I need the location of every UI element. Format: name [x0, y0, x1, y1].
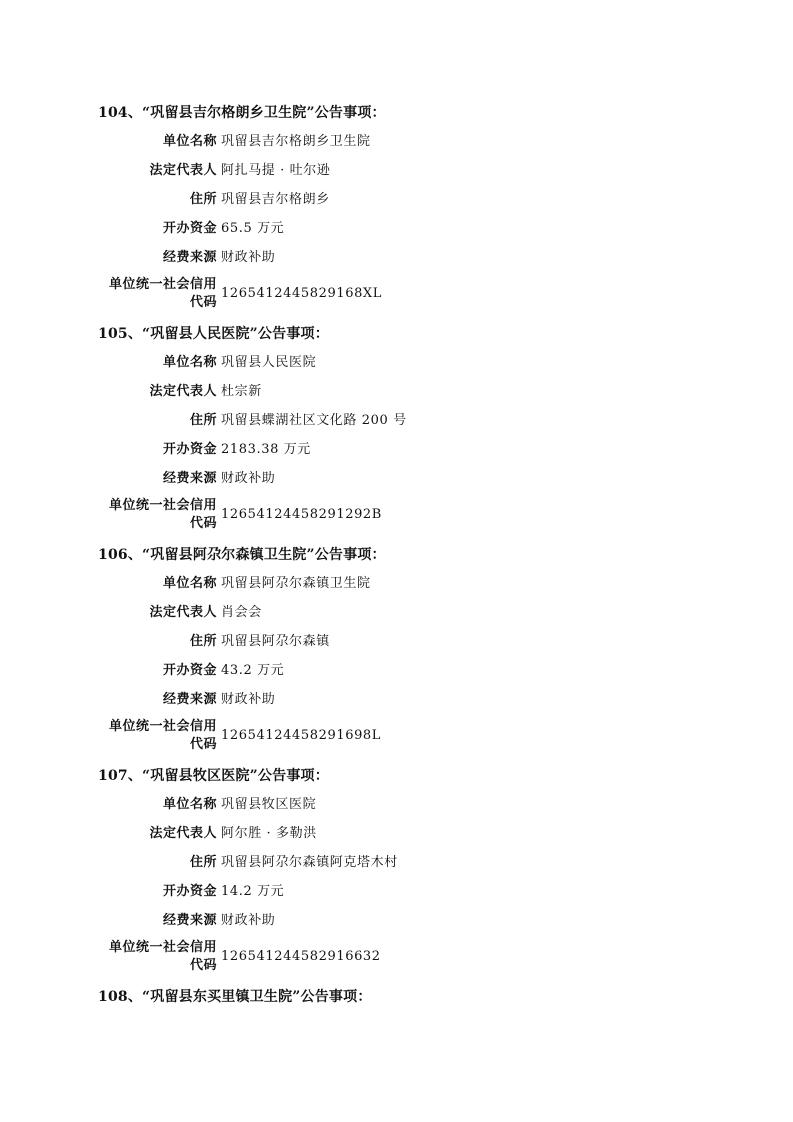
row-name — [0, 354, 793, 372]
value-credit-code: 126541244582916632 — [221, 949, 381, 964]
row-capital — [0, 441, 793, 459]
label-funding: 经费来源 — [162, 913, 217, 928]
value-name: 巩留县阿尕尔森镇卫生院 — [221, 576, 371, 591]
entry-heading: 108、“巩留县东买里镇卫生院”公告事项： — [98, 989, 372, 1005]
value-credit-code: 12654124458291292B — [221, 507, 382, 522]
label-credit-code-line2: 代码 — [189, 958, 217, 973]
value-capital: 43.2 万元 — [221, 663, 285, 678]
label-name: 单位名称 — [162, 576, 217, 591]
value-name: 巩留县牧区医院 — [221, 797, 317, 812]
value-name: 巩留县吉尔格朗乡卫生院 — [221, 134, 371, 149]
value-address: 巩留县吉尔格朗乡 — [221, 192, 330, 207]
entry-heading: 107、“巩留县牧区医院”公告事项： — [98, 768, 329, 784]
label-capital: 开办资金 — [162, 663, 217, 678]
label-credit-code-line1: 单位统一社会信用 — [108, 498, 217, 513]
value-funding: 财政补助 — [221, 250, 276, 265]
label-address: 住所 — [189, 413, 217, 428]
label-credit-code-line1: 单位统一社会信用 — [108, 940, 217, 955]
label-address: 住所 — [189, 634, 217, 649]
row-capital — [0, 883, 793, 901]
label-credit-code-line2: 代码 — [189, 516, 217, 531]
row-credit-code — [0, 939, 793, 975]
row-funding — [0, 691, 793, 709]
row-name — [0, 133, 793, 151]
label-address: 住所 — [189, 855, 217, 870]
value-legal-rep: 肖会会 — [221, 605, 262, 620]
entry-heading: 104、“巩留县吉尔格朗乡卫生院”公告事项： — [98, 105, 386, 121]
row-address — [0, 412, 793, 430]
row-funding — [0, 912, 793, 930]
value-credit-code: 12654124458291698L — [221, 728, 382, 743]
label-name: 单位名称 — [162, 134, 217, 149]
label-address: 住所 — [189, 192, 217, 207]
row-capital — [0, 662, 793, 680]
value-capital: 65.5 万元 — [221, 221, 285, 236]
value-address: 巩留县阿尕尔森镇阿克塔木村 — [221, 855, 398, 870]
value-capital: 2183.38 万元 — [221, 442, 311, 457]
row-address — [0, 854, 793, 872]
row-name — [0, 796, 793, 814]
label-credit-code — [87, 939, 217, 975]
value-funding: 财政补助 — [221, 471, 276, 486]
label-legal-rep: 法定代表人 — [149, 384, 217, 399]
label-funding: 经费来源 — [162, 471, 217, 486]
value-legal-rep: 杜宗新 — [221, 384, 262, 399]
row-funding — [0, 470, 793, 488]
row-credit-code — [0, 718, 793, 754]
label-credit-code — [87, 276, 217, 312]
row-capital — [0, 220, 793, 238]
label-credit-code-line1: 单位统一社会信用 — [108, 277, 217, 292]
label-funding: 经费来源 — [162, 250, 217, 265]
entry-heading: 106、“巩留县阿尕尔森镇卫生院”公告事项： — [98, 547, 386, 563]
value-name: 巩留县人民医院 — [221, 355, 317, 370]
value-credit-code: 1265412445829168XL — [221, 286, 383, 301]
value-address: 巩留县阿尕尔森镇 — [221, 634, 330, 649]
row-funding — [0, 249, 793, 267]
value-legal-rep: 阿尔胜 · 多勒洪 — [221, 826, 317, 841]
row-legal-rep — [0, 162, 793, 180]
label-credit-code — [87, 718, 217, 754]
label-name: 单位名称 — [162, 355, 217, 370]
entry-heading: 105、“巩留县人民医院”公告事项： — [98, 326, 329, 342]
label-credit-code-line2: 代码 — [189, 737, 217, 752]
label-credit-code — [87, 497, 217, 533]
value-funding: 财政补助 — [221, 913, 276, 928]
value-legal-rep: 阿扎马提 · 吐尔逊 — [221, 163, 331, 178]
row-legal-rep — [0, 604, 793, 622]
row-address — [0, 633, 793, 651]
label-legal-rep: 法定代表人 — [149, 826, 217, 841]
label-legal-rep: 法定代表人 — [149, 605, 217, 620]
value-address: 巩留县蝶湖社区文化路 200 号 — [221, 413, 407, 428]
row-credit-code — [0, 497, 793, 533]
row-address — [0, 191, 793, 209]
label-capital: 开办资金 — [162, 884, 217, 899]
label-legal-rep: 法定代表人 — [149, 163, 217, 178]
row-credit-code — [0, 276, 793, 312]
label-name: 单位名称 — [162, 797, 217, 812]
label-funding: 经费来源 — [162, 692, 217, 707]
label-capital: 开办资金 — [162, 221, 217, 236]
value-funding: 财政补助 — [221, 692, 276, 707]
row-legal-rep — [0, 825, 793, 843]
row-legal-rep — [0, 383, 793, 401]
label-credit-code-line2: 代码 — [189, 295, 217, 310]
label-capital: 开办资金 — [162, 442, 217, 457]
value-capital: 14.2 万元 — [221, 884, 285, 899]
label-credit-code-line1: 单位统一社会信用 — [108, 719, 217, 734]
row-name — [0, 575, 793, 593]
